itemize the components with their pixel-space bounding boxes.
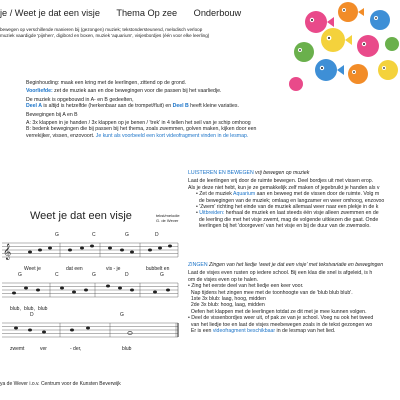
begin-text: zet de muziek aan en doe bewegingen voor die passen bij het vaarliedje. <box>52 88 222 95</box>
sing-line: Laat de visjes even rusten op iedere school. Bij een klas die snel is afgeleid, is h <box>188 270 373 277</box>
video-link[interactable]: videofragment beschikbaar <box>212 328 276 335</box>
theme-label: Thema Op zee <box>116 8 178 18</box>
sing-subtitle: Zingen van het liedje 'weet je dat een visje' met tekstvariatie en bewegingen <box>207 262 384 268</box>
listen-section <box>188 170 400 230</box>
music-staff <box>0 279 180 301</box>
list-item: de bewegingen van de muziek; omlaag en langzamer en weer omhoog, enzovoo <box>198 197 385 204</box>
list-item: • 'Zwem' richting het einde van de muziek allemaal weer naar een plekje in de k <box>196 204 379 211</box>
part-b-label: Deel B <box>172 103 189 110</box>
song-title: Weet je dat een visje <box>30 210 132 222</box>
begin-text: is altijd is hetzelfde (herkenbaar aan de trompet/fluit) en <box>41 103 173 110</box>
staff-row-2 <box>0 272 180 313</box>
listen-line: Als je deze niet hebt, kun je ze gemakkelijk zelf maken of jegebruikt je handen als v <box>188 184 380 191</box>
sing-line: om de visjes even op te halen. <box>188 276 259 283</box>
list-item: leerlingen bij het 'doorgeven' van het visje en bij de duur van de zwemsolo. <box>198 223 371 230</box>
sing-line: Oefen het klappen met de leerlingen totdat ze dit met je mee kunnen volgen. <box>190 308 367 315</box>
staff-row-3 <box>0 312 180 353</box>
lyric-row: zwemt ver - der, blub <box>10 346 132 352</box>
part-a-label: Deel A <box>26 103 42 110</box>
begin-line: Bewegingen bij A en B <box>26 111 78 118</box>
sing-line: Er is een videofragment beschikbaar in de lesmap van het lied. <box>190 328 336 335</box>
begin-text: heeft kleine variaties. <box>188 103 239 110</box>
music-staff <box>0 239 180 261</box>
staff-row-1 <box>0 232 180 273</box>
intro-line: muziek vaardigde 'pijnhen', digibord en boxen, muziek 'aquarium', visjesbordjes (één voor elke leerling) <box>0 33 210 39</box>
begin-label: Voorliefde: <box>26 88 53 95</box>
lyric-row: Weet je dat een vis - je bubbelt en <box>24 266 170 272</box>
begin-section <box>26 80 257 139</box>
page-header <box>0 8 255 18</box>
page-title: je / Weet je dat een visje <box>0 8 100 18</box>
list-item: • Uitbreiden: herhaal de muziek en laat steeds één visje alleen zwemmen en de <box>196 210 379 217</box>
chord-row: G C G D <box>55 232 159 238</box>
listen-line: Laat de leerlingen vrij door de ruimte bewegen. Deel bordjes uit met vissen erop. <box>188 178 374 185</box>
level-label: Onderbouw <box>193 8 242 18</box>
sing-line: 2de 3x blub: hoog, laag, midden <box>190 302 265 309</box>
intro-line: bewegen op verschillende manieren bij (gezongen) muziek; tekstondersteunend, melodisch verloop <box>0 27 203 32</box>
music-staff <box>0 319 180 341</box>
listen-subtitle: vrij bewegen op muziek <box>253 170 310 176</box>
svg-text:𝄞: 𝄞 <box>3 244 12 260</box>
lyric-row: blub, blub, blub <box>10 306 48 312</box>
begin-line: B: bedenk bewegingen die bij passen bij het thema, zoals zwemmen, golven maken, kijken door een <box>26 126 257 133</box>
listen-title: LUISTEREN EN BEWEGEN <box>188 170 254 176</box>
sing-title: ZINGEN <box>188 262 208 268</box>
sing-line: 1ste 3x blub: laag, hoog, midden <box>190 296 266 303</box>
begin-line <box>26 88 236 94</box>
intro-block <box>0 27 220 40</box>
listen-bullets <box>196 191 400 229</box>
begin-line: Beginhouding: maak een kring met de leerlingen, zittend op de grond. <box>26 80 187 86</box>
chord-row: G C G D G <box>18 272 164 278</box>
chord-row: D G <box>30 312 124 318</box>
song-credit: tekst/melodie G. de Wever <box>156 213 180 223</box>
colorful-fish-image <box>288 0 400 92</box>
sing-section <box>188 262 400 334</box>
begin-line <box>26 132 249 139</box>
begin-line: De muziek is opgebouwd in A- en B gedeelten, <box>26 96 134 103</box>
begin-text: verrekijker, vissen, enzovoort. <box>26 132 95 139</box>
listen-heading <box>188 170 400 176</box>
begin-line: A: 3x klappen in je handen / 3x klappen op je benen / 'trek' in 4 tellen het seil van je schip omhoog <box>26 120 251 127</box>
sing-line: • Deel de vissenbordjes weer uit, of pak ze van je school. Voeg nu ook het tweed <box>188 315 374 322</box>
fish-illustration <box>288 0 400 92</box>
list-item: • Zet de muziek Aquarium aan en beweeg met de vissen door de ruimte. Volg m <box>196 191 380 198</box>
list-item: de leerling die met het visje zwemt, mag de volgende uitkiezen die gaat. Onde <box>198 216 379 223</box>
sing-lines <box>188 270 400 334</box>
sing-line: • Zing het eerste deel van het liedje een keer voor. <box>188 283 304 290</box>
begin-line <box>26 103 239 110</box>
sing-line: van het liedje toe en laat de visjes meebewegen zoals in de tekst gezongen wo <box>190 321 373 328</box>
sing-heading <box>188 262 400 268</box>
sing-line: Nap tijdens het zingen mee met de toonhoogte van de 'blub blub blub'. <box>190 289 353 296</box>
video-link[interactable]: Je kunt als voorbeeld een kort videofragment vinden in de lesmap. <box>94 132 249 139</box>
footer-credit: ya de Wever i.o.v. Centrum voor de Kunsten Beverwijk <box>0 381 121 387</box>
